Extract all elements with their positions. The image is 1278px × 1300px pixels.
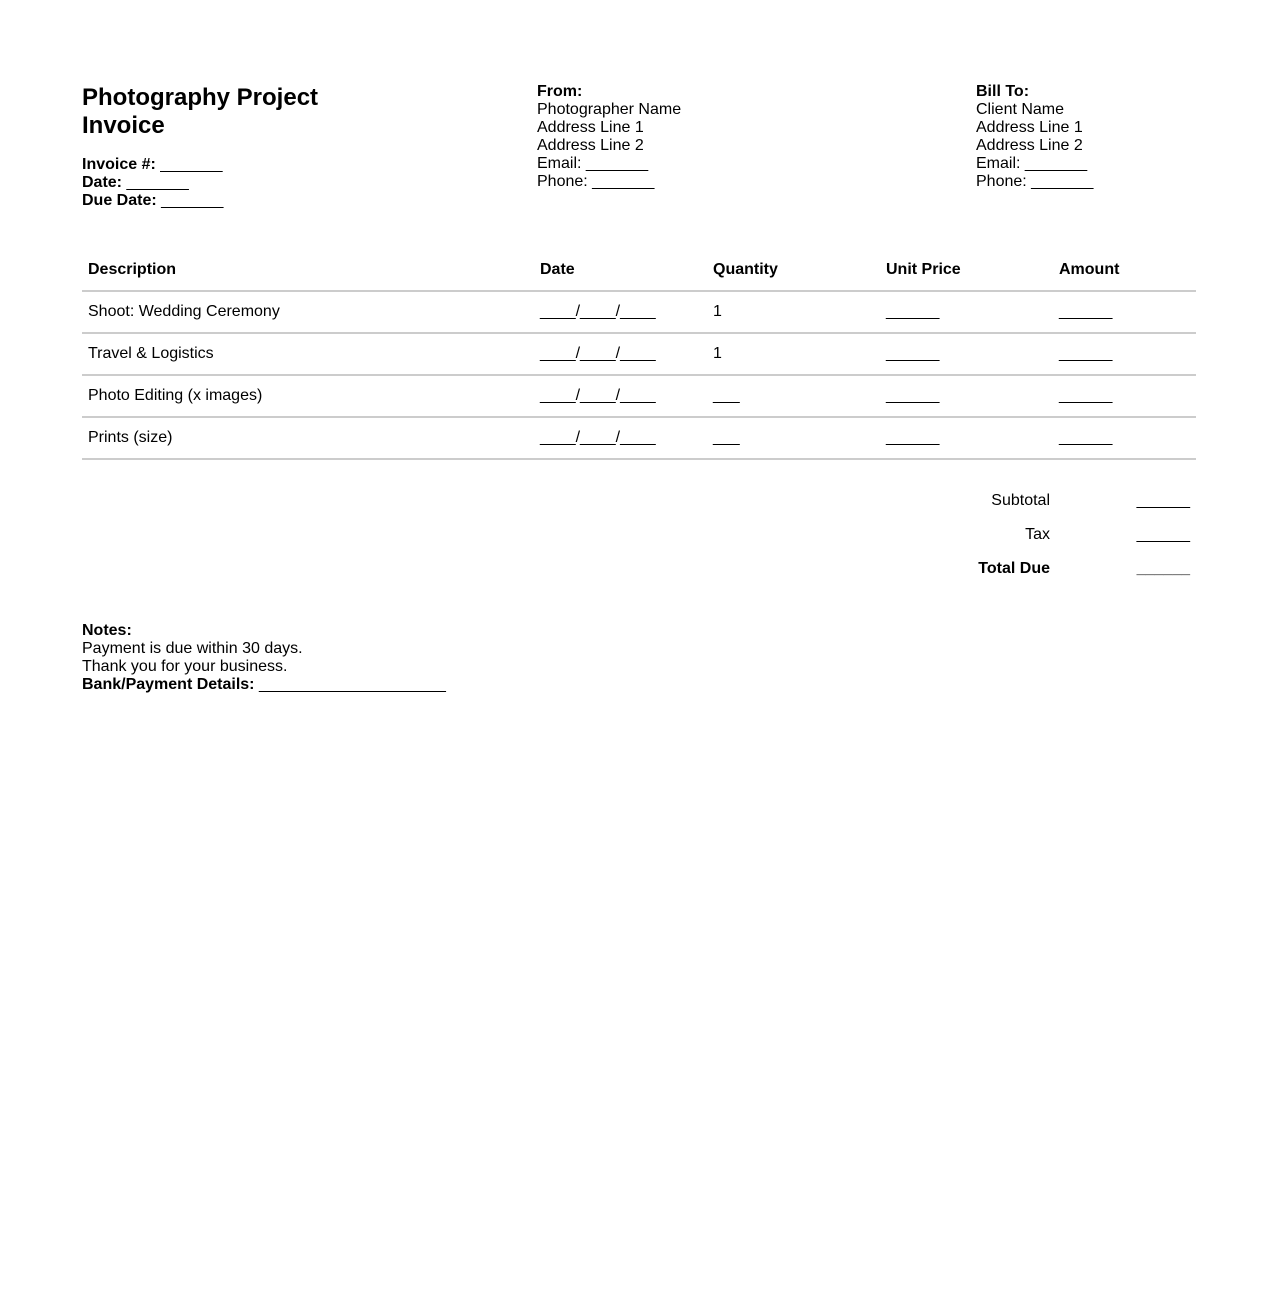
line-items-table — [82, 250, 1196, 460]
bill-to-label: Bill To: — [976, 83, 1030, 100]
from-label: From: — [537, 83, 583, 100]
bank-details-label: Bank/Payment Details: — [82, 676, 255, 693]
notes-line-2: Thank you for your business. — [82, 658, 288, 675]
bank-details-field[interactable] — [82, 676, 446, 694]
from-email[interactable]: Email: _______ — [537, 155, 649, 172]
title-line-2: Invoice — [82, 112, 165, 139]
cell-description: Travel & Logistics — [82, 333, 534, 375]
cell-date[interactable]: ____/____/____ — [534, 291, 707, 333]
total-due-value[interactable]: ______ — [1136, 560, 1190, 577]
header-unit-price: Unit Price — [880, 250, 1053, 291]
title-line-1: Photography Project — [82, 84, 319, 111]
cell-unit-price[interactable]: ______ — [880, 375, 1053, 417]
invoice-number-field[interactable] — [82, 156, 382, 174]
table-row — [82, 333, 1196, 375]
from-phone[interactable]: Phone: _______ — [537, 173, 655, 190]
cell-description: Shoot: Wedding Ceremony — [82, 291, 534, 333]
cell-date[interactable]: ____/____/____ — [534, 333, 707, 375]
title-block — [82, 84, 382, 210]
bill-to-address-line-2: Address Line 2 — [976, 137, 1083, 154]
header-quantity: Quantity — [707, 250, 880, 291]
photographer-name: Photographer Name — [537, 101, 682, 118]
tax-label: Tax — [1025, 526, 1050, 543]
table-row — [82, 375, 1196, 417]
bank-details-value[interactable]: _____________________ — [258, 676, 446, 693]
cell-date[interactable]: ____/____/____ — [534, 375, 707, 417]
totals-block — [870, 492, 1190, 594]
notes-block — [82, 622, 446, 694]
header-date: Date — [534, 250, 707, 291]
total-due-label: Total Due — [978, 560, 1050, 577]
from-address-line-2: Address Line 2 — [537, 137, 644, 154]
bill-to-email[interactable]: Email: _______ — [976, 155, 1088, 172]
cell-description: Photo Editing (x images) — [82, 375, 534, 417]
invoice-page — [82, 0, 1196, 693]
tax-value[interactable]: ______ — [1136, 526, 1190, 543]
table-row — [82, 291, 1196, 333]
subtotal-row — [870, 492, 1190, 526]
cell-date[interactable]: ____/____/____ — [534, 417, 707, 459]
cell-quantity[interactable]: 1 — [707, 333, 880, 375]
table-header-row — [82, 250, 1196, 291]
client-name: Client Name — [976, 101, 1065, 118]
cell-unit-price[interactable]: ______ — [880, 333, 1053, 375]
cell-quantity[interactable]: ___ — [707, 375, 880, 417]
due-date-value[interactable]: _______ — [161, 192, 224, 209]
invoice-date-label: Date: — [82, 174, 123, 191]
due-date-label: Due Date: — [82, 192, 157, 209]
invoice-number-value[interactable]: _______ — [160, 156, 223, 173]
header-description: Description — [82, 250, 534, 291]
invoice-meta — [82, 156, 382, 210]
from-address-line-1: Address Line 1 — [537, 119, 644, 136]
invoice-number-label: Invoice #: — [82, 156, 156, 173]
cell-description: Prints (size) — [82, 417, 534, 459]
cell-unit-price[interactable]: ______ — [880, 417, 1053, 459]
bill-to-block — [976, 83, 1093, 191]
total-due-row — [870, 560, 1190, 594]
cell-unit-price[interactable]: ______ — [880, 291, 1053, 333]
tax-row — [870, 526, 1190, 560]
cell-amount[interactable]: ______ — [1053, 291, 1196, 333]
due-date-field[interactable] — [82, 192, 382, 210]
invoice-date-field[interactable] — [82, 174, 382, 192]
invoice-date-value[interactable]: _______ — [126, 174, 189, 191]
notes-line-1: Payment is due within 30 days. — [82, 640, 303, 657]
bill-to-phone[interactable]: Phone: _______ — [976, 173, 1094, 190]
invoice-header — [82, 0, 1196, 240]
invoice-title — [82, 84, 382, 140]
cell-quantity[interactable]: 1 — [707, 291, 880, 333]
cell-amount[interactable]: ______ — [1053, 417, 1196, 459]
subtotal-value[interactable]: ______ — [1136, 492, 1190, 509]
bill-to-address-line-1: Address Line 1 — [976, 119, 1083, 136]
notes-label: Notes: — [82, 622, 132, 639]
header-amount: Amount — [1053, 250, 1196, 291]
from-block — [537, 83, 681, 191]
subtotal-label: Subtotal — [991, 492, 1050, 509]
table-row — [82, 417, 1196, 459]
cell-quantity[interactable]: ___ — [707, 417, 880, 459]
cell-amount[interactable]: ______ — [1053, 333, 1196, 375]
cell-amount[interactable]: ______ — [1053, 375, 1196, 417]
